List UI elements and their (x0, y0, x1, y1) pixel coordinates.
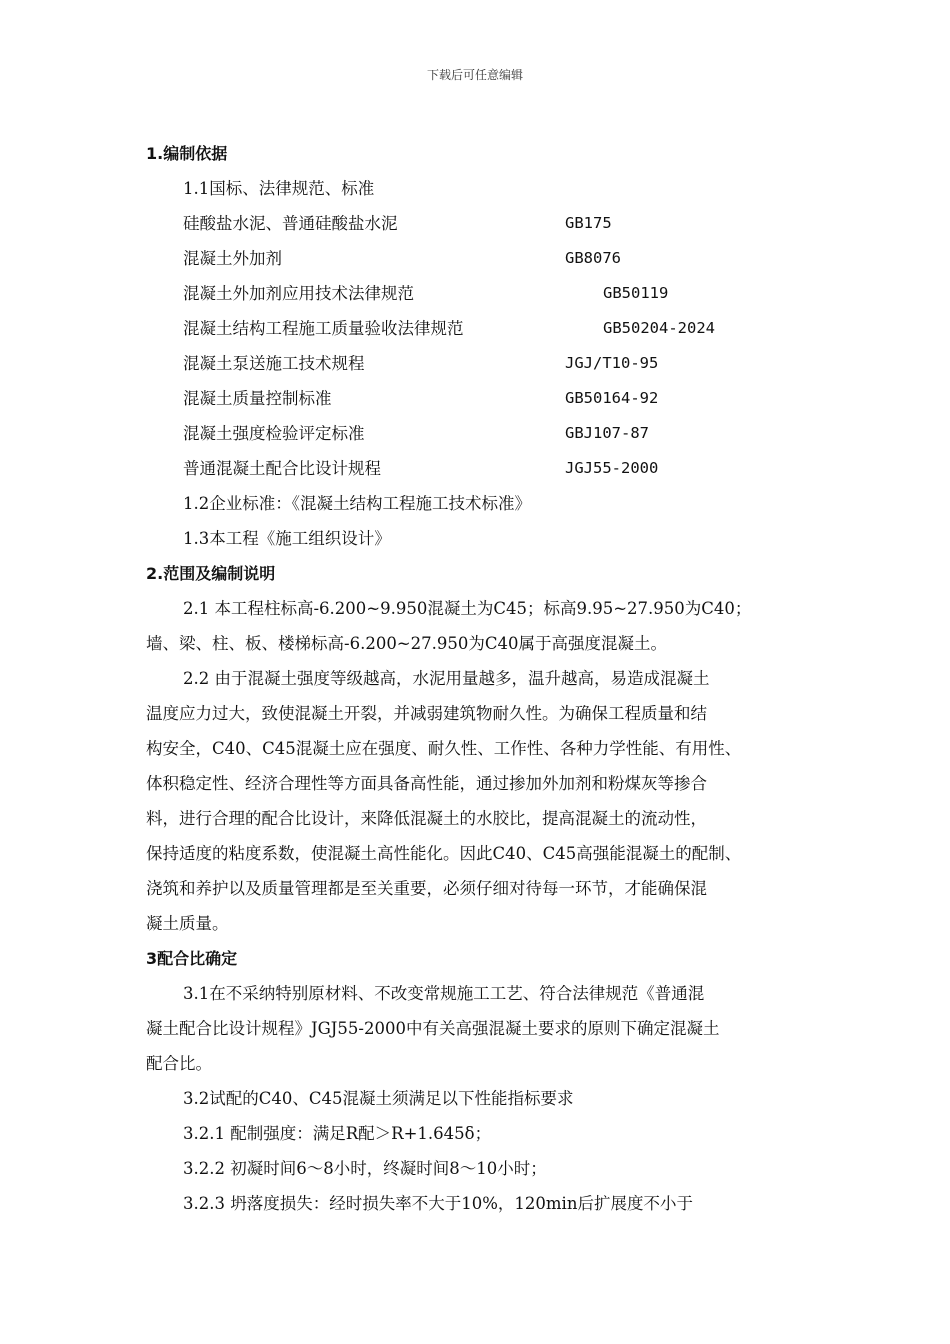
standard-code: GB50164-92 (565, 389, 659, 407)
paragraph-line: 2.2 由于混凝土强度等级越高，水泥用量越多，温升越高，易造成混凝土 (183, 669, 710, 688)
standard-name: 普通混凝土配合比设计规程 (183, 459, 381, 478)
paragraph-line: 配合比。 (146, 1054, 212, 1073)
paragraph-line: 浇筑和养护以及质量管理都是至关重要，必须仔细对待每一环节，才能确保混 (146, 879, 707, 898)
subsection-1-3: 1.3本工程《施工组织设计》 (183, 529, 391, 548)
paragraph-line: 3.2试配的C40、C45混凝土须满足以下性能指标要求 (183, 1089, 574, 1108)
standard-row (146, 451, 826, 486)
standard-code: GB50204-2024 (603, 319, 715, 337)
section-2-title: 2.范围及编制说明 (146, 564, 276, 583)
standard-name: 混凝土结构工程施工质量验收法律规范 (183, 319, 464, 338)
standard-name: 硅酸盐水泥、普通硅酸盐水泥 (183, 214, 398, 233)
section-1-title: 1.编制依据 (146, 144, 228, 163)
standard-name: 混凝土强度检验评定标准 (183, 424, 365, 443)
standard-row (146, 276, 826, 311)
paragraph-line: 墙、梁、柱、板、楼梯标高-6.200~27.950为C40属于高强度混凝土。 (146, 634, 667, 653)
standard-row (146, 241, 826, 276)
standard-row (146, 311, 826, 346)
standard-code: GB175 (565, 214, 612, 232)
document-body (146, 136, 826, 1221)
standard-row (146, 346, 826, 381)
page-header: 下载后可任意编辑 (426, 68, 523, 82)
paragraph-line: 2.1 本工程柱标高-6.200~9.950混凝土为C45；标高9.95~27.950为C40； (183, 599, 752, 618)
paragraph-line: 3.1在不采纳特别原材料、不改变常规施工工艺、符合法律规范《普通混 (183, 984, 705, 1003)
standard-code: GBJ107-87 (565, 424, 649, 442)
paragraph-line: 温度应力过大，致使混凝土开裂，并减弱建筑物耐久性。为确保工程质量和结 (146, 704, 707, 723)
standard-name: 混凝土外加剂 (183, 249, 282, 268)
paragraph-line: 3.2.2 初凝时间6～8小时，终凝时间8～10小时； (183, 1159, 547, 1178)
standard-code: JGJ55-2000 (565, 459, 659, 477)
standard-row (146, 381, 826, 416)
paragraph-line: 3.2.3 坍落度损失：经时损失率不大于10%，120min后扩展度不小于 (183, 1194, 693, 1213)
standard-code: GB50119 (603, 284, 669, 302)
paragraph-line: 凝土配合比设计规程》JGJ55-2000中有关高强混凝土要求的原则下确定混凝土 (146, 1019, 720, 1038)
section-3-title: 3配合比确定 (146, 949, 238, 968)
standard-name: 混凝土泵送施工技术规程 (183, 354, 365, 373)
standard-code: JGJ/T10-95 (565, 354, 659, 372)
paragraph-line: 料，进行合理的配合比设计，来降低混凝土的水胶比，提高混凝土的流动性， (146, 809, 707, 828)
standard-name: 混凝土质量控制标准 (183, 389, 332, 408)
standard-row (146, 416, 826, 451)
paragraph-line: 3.2.1 配制强度：满足R配＞R+1.645δ； (183, 1124, 492, 1143)
standard-code: GB8076 (565, 249, 621, 267)
subsection-1-1: 1.1国标、法律规范、标准 (183, 179, 375, 198)
paragraph-line: 保持适度的粘度系数，使混凝土高性能化。因此C40、C45高强能混凝土的配制、 (146, 844, 742, 863)
standard-row (146, 206, 826, 241)
paragraph-line: 体积稳定性、经济合理性等方面具备高性能，通过掺加外加剂和粉煤灰等掺合 (146, 774, 707, 793)
subsection-1-2: 1.2企业标准：《混凝土结构工程施工技术标准》 (183, 494, 531, 513)
paragraph-line: 构安全，C40、C45混凝土应在强度、耐久性、工作性、各种力学性能、有用性、 (146, 739, 742, 758)
paragraph-line: 凝土质量。 (146, 914, 229, 933)
standard-name: 混凝土外加剂应用技术法律规范 (183, 284, 414, 303)
